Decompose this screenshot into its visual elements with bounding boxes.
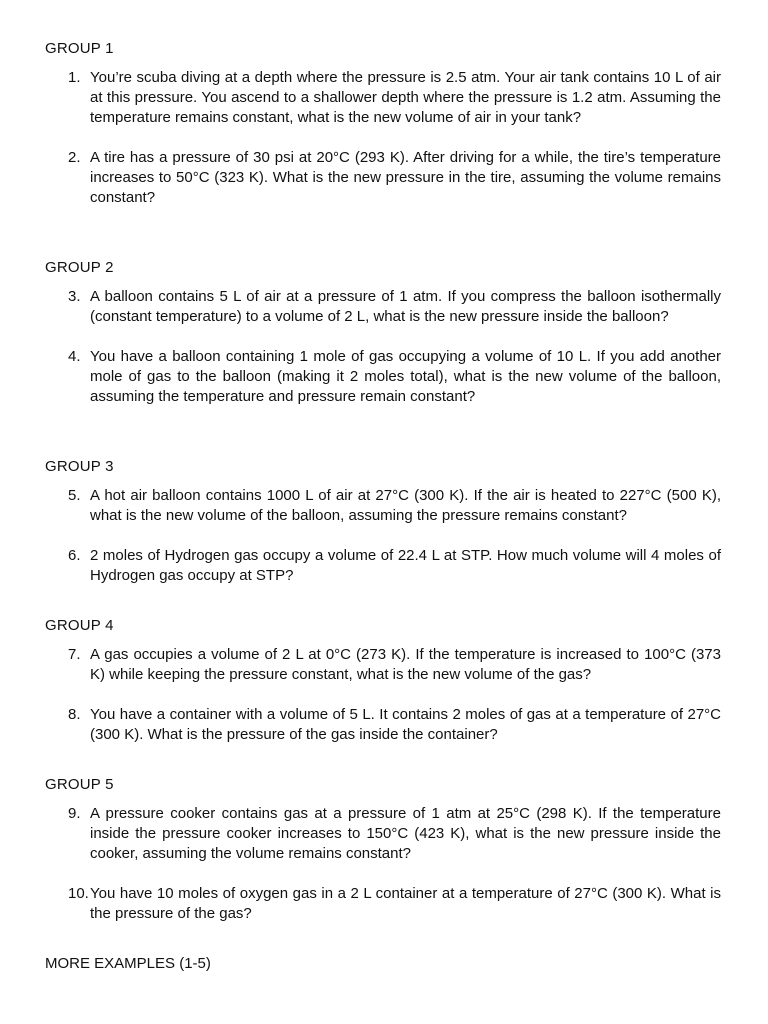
question-item	[45, 804, 721, 864]
group-3	[45, 457, 725, 586]
question-item	[45, 486, 721, 526]
question-text: 2 moles of Hydrogen gas occupy a volume of 22.4 L at STP. How much volume will 4 moles of Hydrogen gas occupy at STP?	[90, 547, 721, 584]
question-item	[45, 148, 721, 208]
question-number: 5.	[68, 487, 81, 504]
question-number: 2.	[68, 149, 81, 166]
question-list	[45, 68, 725, 208]
question-number: 3.	[68, 288, 81, 305]
question-item	[45, 884, 721, 924]
group-4	[45, 616, 725, 745]
group-2	[45, 258, 725, 407]
question-list	[45, 486, 725, 586]
question-number: 1.	[68, 69, 81, 86]
group-heading: GROUP 2	[45, 259, 114, 276]
question-number: 10.	[68, 885, 89, 902]
question-number: 6.	[68, 547, 81, 564]
group-heading: GROUP 5	[45, 776, 114, 793]
question-text: You have a container with a volume of 5 L. It contains 2 moles of gas at a temperature of 27°C (300 K). What is the pressure of the gas inside the container?	[90, 706, 721, 743]
question-text: You have 10 moles of oxygen gas in a 2 L container at a temperature of 27°C (300 K). What is the pressure of the gas?	[90, 885, 721, 922]
question-item	[45, 68, 721, 128]
question-item	[45, 546, 721, 586]
question-number: 9.	[68, 805, 81, 822]
group-heading: GROUP 1	[45, 40, 114, 57]
more-examples-heading: MORE EXAMPLES (1-5)	[45, 955, 211, 972]
group-1	[45, 39, 725, 208]
question-text: A gas occupies a volume of 2 L at 0°C (273 K). If the temperature is increased to 100°C (373 K) while keeping the pressure constant, what is the new volume of the gas?	[90, 646, 721, 683]
question-text: A tire has a pressure of 30 psi at 20°C (293 K). After driving for a while, the tire’s temperature increases to 50°C (323 K). What is the new pressure in the tire, assuming the volume remains constant?	[90, 149, 721, 206]
question-item	[45, 347, 721, 407]
question-text: A pressure cooker contains gas at a pressure of 1 atm at 25°C (298 K). If the temperature inside the pressure cooker increases to 150°C (423 K), what is the new pressure inside the cooker, assuming the volume remains constant?	[90, 805, 721, 862]
question-text: A balloon contains 5 L of air at a pressure of 1 atm. If you compress the balloon isothermally (constant temperature) to a volume of 2 L, what is the new pressure inside the balloon?	[90, 288, 721, 325]
question-number: 4.	[68, 348, 81, 365]
question-number: 7.	[68, 646, 81, 663]
question-text: A hot air balloon contains 1000 L of air at 27°C (300 K). If the air is heated to 227°C (500 K), what is the new volume of the balloon, assuming the pressure remains constant?	[90, 487, 721, 524]
question-item	[45, 645, 721, 685]
question-list	[45, 287, 725, 407]
question-number: 8.	[68, 706, 81, 723]
question-text: You have a balloon containing 1 mole of gas occupying a volume of 10 L. If you add another mole of gas to the balloon (making it 2 moles total), what is the new volume of the balloon, assuming the temperature and pressure remain constant?	[90, 348, 721, 405]
group-heading: GROUP 4	[45, 617, 114, 634]
question-list	[45, 645, 725, 745]
question-item	[45, 287, 721, 327]
question-text: You’re scuba diving at a depth where the pressure is 2.5 atm. Your air tank contains 10 L of air at this pressure. You ascend to a shallower depth where the pressure is 1.2 atm. Assuming the temperature remains constant, what is the new volume of air in your tank?	[90, 69, 721, 126]
question-item	[45, 705, 721, 745]
question-list	[45, 804, 725, 924]
group-heading: GROUP 3	[45, 458, 114, 475]
group-5	[45, 775, 725, 924]
